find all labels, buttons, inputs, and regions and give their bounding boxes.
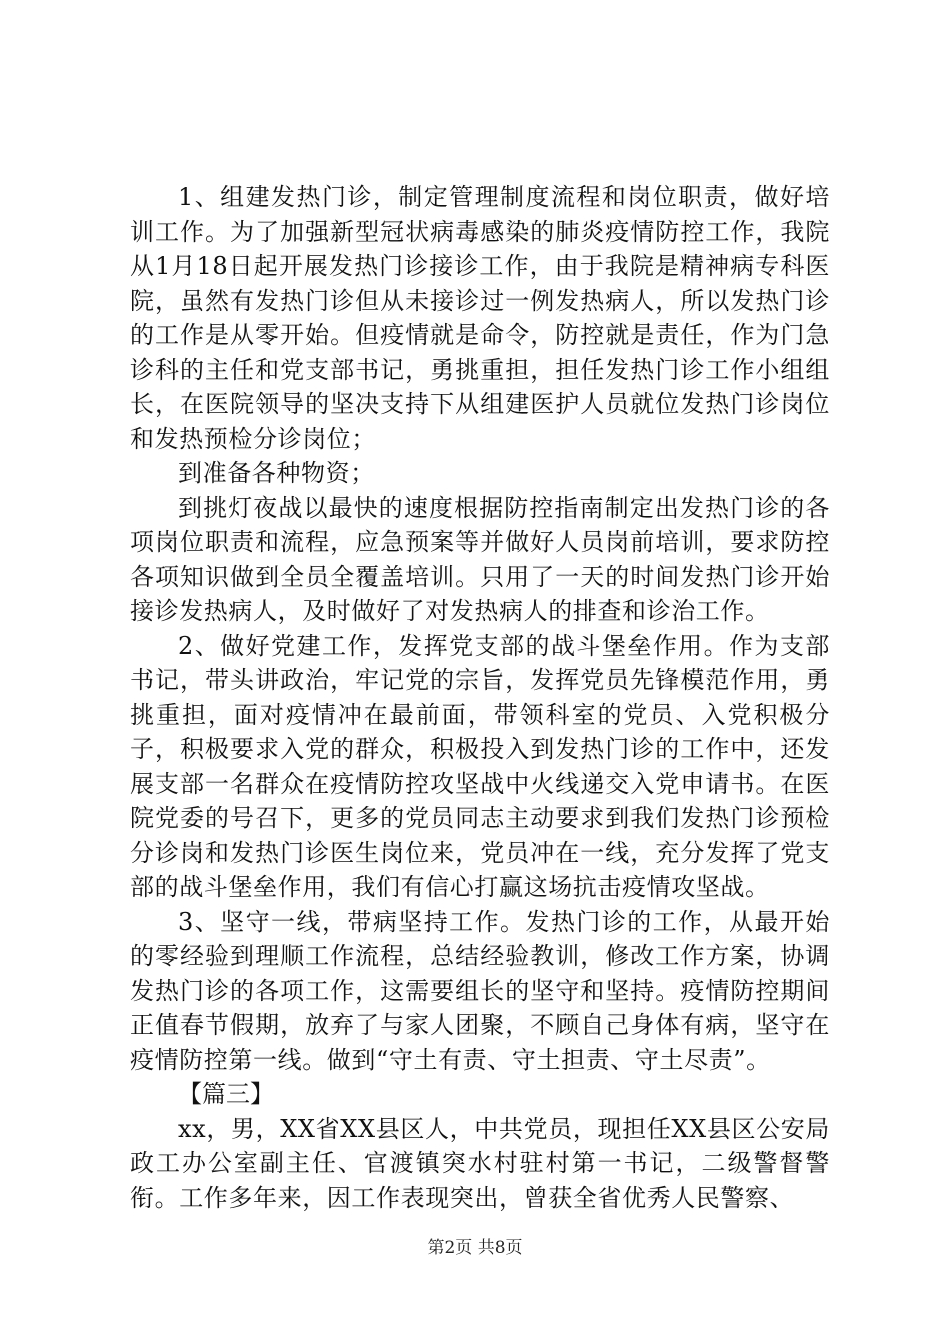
section-heading: 【篇三】 [178, 1080, 274, 1108]
paragraph-3: 到挑灯夜战以最快的速度根据防控指南制定出发热门诊的各项岗位职责和流程，应急预案等并做好人员岗前培训，要求防控各项知识做到全员全覆盖培训。只用了一天的时间发热门诊开始接诊发热病人，及时做好了对发热病人的排查和诊治工作。 [130, 493, 830, 625]
paragraph-1: 1、组建发热门诊，制定管理制度流程和岗位职责，做好培训工作。为了加强新型冠状病毒感染的肺炎疫情防控工作，我院从1月18日起开展发热门诊接诊工作，由于我院是精神病专科医院，虽然有发热门诊但从未接诊过一例发热病人，所以发热门诊的工作是从零开始。但疫情就是命令，防控就是责任，作为门急诊科的主任和党支部书记，勇挑重担，担任发热门诊工作小组组长，在医院领导的坚决支持下从组建医护人员就位发热门诊岗位和发热预检分诊岗位； [130, 183, 830, 453]
document-body [130, 180, 830, 1215]
paragraph-5: 3、坚守一线，带病坚持工作。发热门诊的工作，从最开始的零经验到理顺工作流程，总结经验教训，修改工作方案，协调发热门诊的各项工作，这需要组长的坚守和坚持。疫情防控期间正值春节假期，放弃了与家人团聚，不顾自己身体有病，坚守在疫情防控第一线。做到“守土有责、守土担责、守土尽责”。 [130, 907, 830, 1074]
closing-paragraph: xx，男，XX省XX县区人，中共党员，现担任XX县区公安局政工办公室副主任、官渡镇突水村驻村第一书记，二级警督警衔。工作多年来，因工作表现突出，曾获全省优秀人民警察、 [130, 1114, 830, 1212]
paragraph-2: 到准备各种物资； [178, 459, 375, 487]
page-footer: 第2页 共8页 [427, 1238, 523, 1258]
paragraph-4: 2、做好党建工作，发挥党支部的战斗堡垒作用。作为支部书记，带头讲政治，牢记党的宗旨，发挥党员先锋模范作用，勇挑重担，面对疫情冲在最前面，带领科室的党员、入党积极分子，积极要求入党的群众，积极投入到发热门诊的工作中，还发展支部一名群众在疫情防控攻坚战中火线递交入党申请书。在医院党委的号召下，更多的党员同志主动要求到我们发热门诊预检分诊岗和发热门诊医生岗位来，党员冲在一线，充分发挥了党支部的战斗堡垒作用，我们有信心打赢这场抗击疫情攻坚战。 [130, 631, 830, 901]
